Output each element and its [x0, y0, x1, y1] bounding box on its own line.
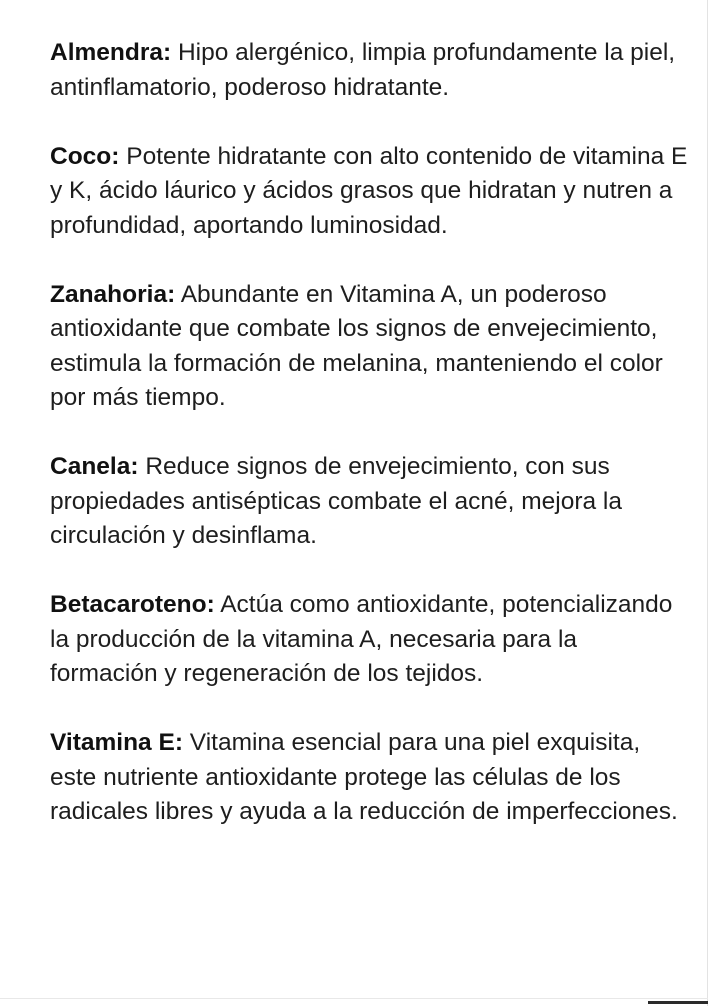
ingredient-term: Zanahoria: — [50, 280, 176, 308]
ingredient-almendra — [50, 36, 690, 105]
ingredient-vitamina-e — [50, 726, 690, 830]
scroll-indicator — [648, 1001, 708, 1004]
ingredient-term: Betacaroteno: — [50, 591, 215, 618]
ingredient-description: Reduce signos de envejecimiento, con sus propiedades antisépticas combate el acné, mejora la circulación y desinflama. — [50, 453, 623, 549]
ingredient-term: Canela: — [50, 453, 139, 480]
ingredient-term: Coco: — [50, 142, 120, 170]
page-bottom-divider — [0, 998, 708, 999]
ingredient-description: Hipo alergénico, limpia profundamente la piel, antinflamatorio, poderoso hidratante. — [50, 39, 676, 101]
ingredient-description: Vitamina esencial para una piel exquisita, este nutriente antioxidante protege las células de los radicales libres y ayuda a la reducción de imperfecciones. — [50, 729, 678, 825]
ingredient-term: Almendra: — [50, 39, 172, 66]
ingredient-description: Abundante en Vitamina A, un poderoso antioxidante que combate los signos de envejecimiento, estimula la formación de melanina, manteniendo el color por más tiempo. — [50, 280, 663, 411]
ingredient-coco — [50, 140, 690, 244]
ingredient-term: Vitamina E: — [50, 729, 183, 756]
ingredient-betacaroteno — [50, 588, 690, 692]
ingredient-description: Actúa como antioxidante, potencializando la producción de la vitamina A, necesaria para la formación y regeneración de los tejidos. — [50, 591, 673, 687]
ingredient-list — [50, 36, 690, 864]
ingredient-zanahoria — [50, 278, 690, 416]
ingredient-description: Potente hidratante con alto contenido de vitamina E y K, ácido láurico y ácidos grasos que hidratan y nutren a profundidad, aportando luminosidad. — [50, 142, 688, 239]
ingredient-canela — [50, 450, 690, 554]
